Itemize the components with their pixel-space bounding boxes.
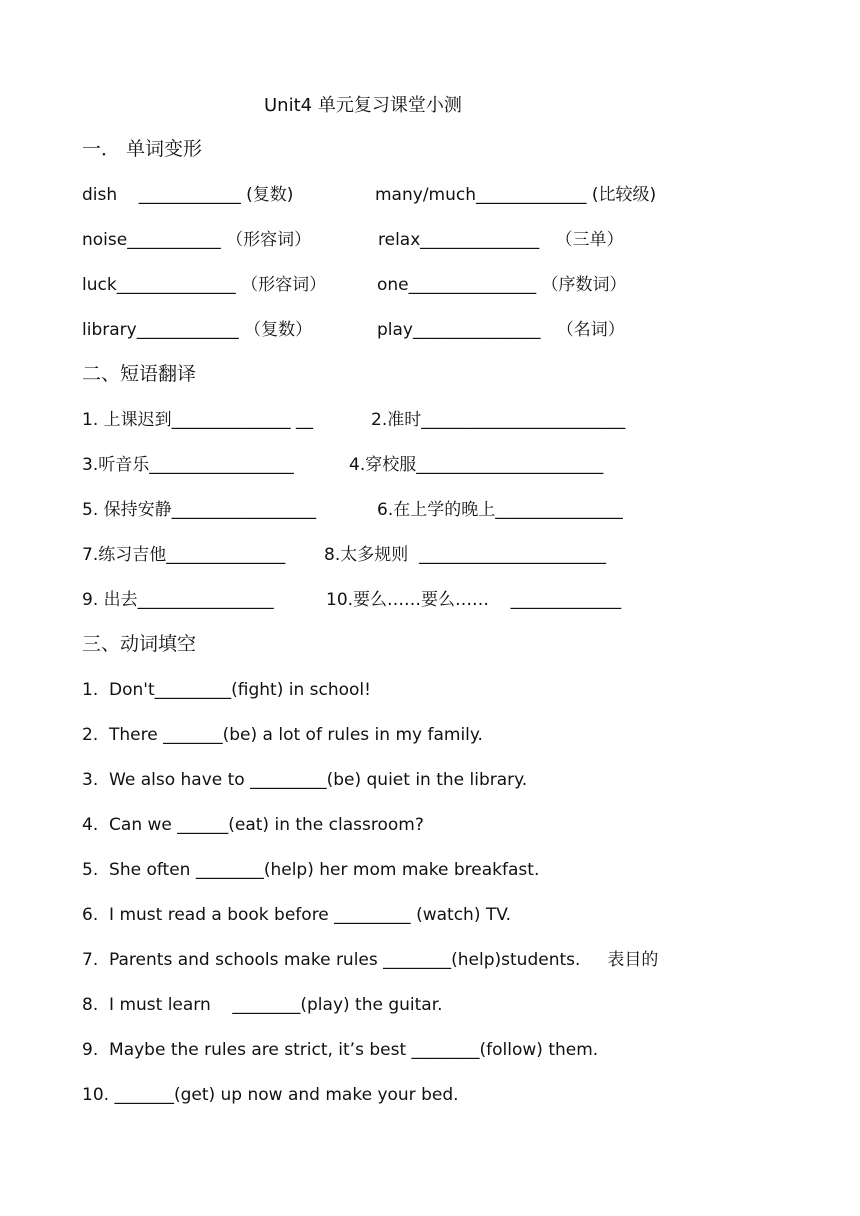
verb-item: 4. Can we ______(eat) in the classroom? — [82, 815, 424, 835]
verb-item: 9. Maybe the rules are strict, it’s best ________(follow) them. — [82, 1040, 599, 1060]
phrase-row: 1. 上课迟到______________ __ — [82, 410, 314, 430]
section2-heading: 二、短语翻译 — [82, 363, 197, 385]
phrase-row: 5. 保持安静_________________ — [82, 500, 317, 520]
verb-item: 7. Parents and schools make rules ________(help)students. 表目的 — [82, 950, 659, 970]
word-row: play_______________ （名词） — [377, 320, 625, 340]
phrase-row: 6.在上学的晚上_______________ — [377, 500, 623, 520]
verb-item: 6. I must read a book before _________ (watch) TV. — [82, 905, 512, 925]
phrase-row: 10.要么……要么…… _____________ — [326, 590, 622, 610]
phrase-row: 7.练习吉他______________ — [82, 545, 286, 565]
word-row: one_______________ （序数词） — [377, 275, 627, 295]
section1-heading: 一． 单词变形 — [82, 138, 203, 160]
verb-item: 8. I must learn ________(play) the guitar. — [82, 995, 443, 1015]
word-row: library____________ （复数） — [82, 320, 313, 340]
word-row: dish ____________ (复数) — [82, 185, 294, 205]
phrase-row: 9. 出去________________ — [82, 590, 274, 610]
verb-item: 2. There _______(be) a lot of rules in my family. — [82, 725, 483, 745]
verb-item: 1. Don't_________(fight) in school! — [82, 680, 371, 700]
phrase-row: 3.听音乐_________________ — [82, 455, 294, 475]
verb-item: 10. _______(get) up now and make your bed. — [82, 1085, 459, 1105]
section3-heading: 三、动词填空 — [82, 633, 197, 655]
word-row: luck______________ （形容词） — [82, 275, 327, 295]
word-row: relax______________ （三单） — [378, 230, 624, 250]
verb-item: 3. We also have to _________(be) quiet in the library. — [82, 770, 528, 790]
word-row: noise___________ （形容词） — [82, 230, 312, 250]
verb-item: 5. She often ________(help) her mom make breakfast. — [82, 860, 540, 880]
phrase-row: 2.准时________________________ — [371, 410, 626, 430]
phrase-row: 4.穿校服______________________ — [349, 455, 604, 475]
phrase-row: 8.太多规则 ______________________ — [324, 545, 607, 565]
page-title: Unit4 单元复习课堂小测 — [264, 95, 462, 116]
word-row: many/much_____________ (比较级) — [375, 185, 657, 205]
